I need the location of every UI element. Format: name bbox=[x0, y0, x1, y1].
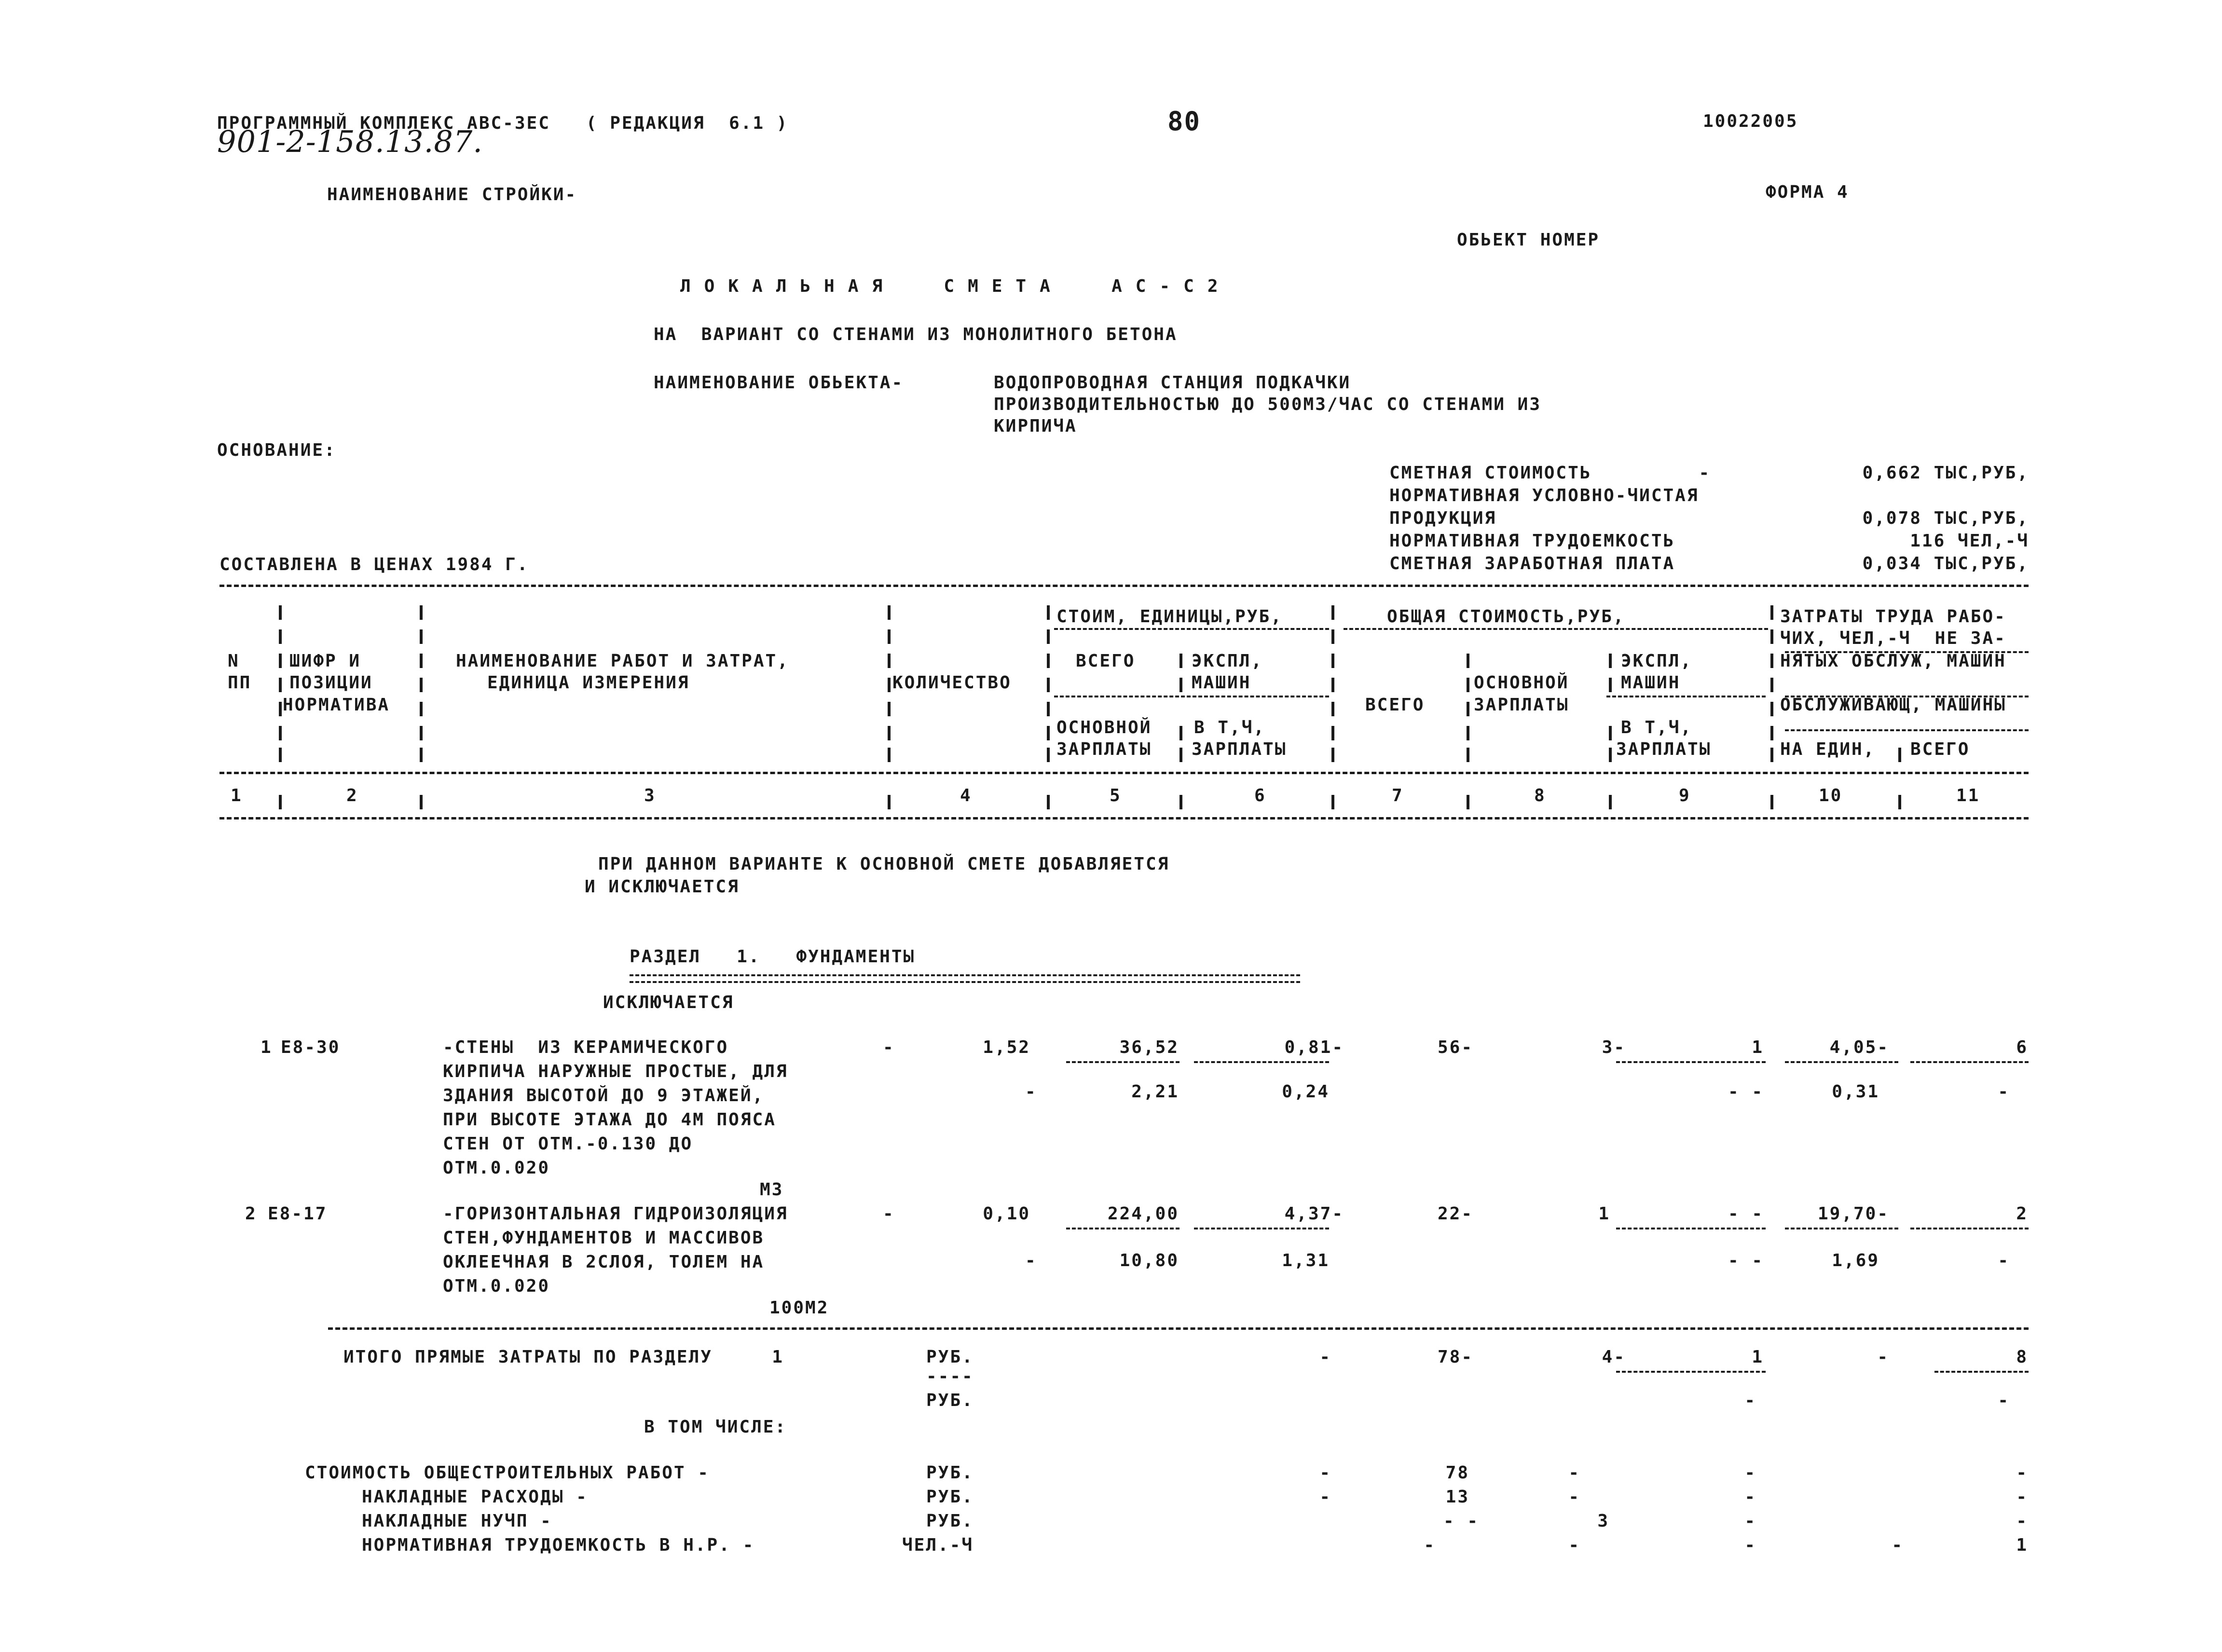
row-labor-unit: 4,05- bbox=[1829, 1038, 1889, 1057]
totals-unit-rule: ---- bbox=[926, 1366, 974, 1386]
estimate-title: ЛОКАЛЬНАЯ СМЕТА АС-С2 bbox=[680, 276, 1232, 296]
breakdown-label: НАКЛАДНЫЕ РАСХОДЫ - bbox=[362, 1487, 588, 1507]
col-number-8: 8 bbox=[1534, 786, 1546, 806]
unit-cost-wage-label-2: ЗАРПЛАТЫ bbox=[1056, 739, 1152, 759]
object-number-label: ОБЬЕКТ НОМЕР bbox=[1457, 230, 1600, 250]
row-rule bbox=[1910, 1061, 2029, 1063]
row-desc-line: ОТМ.0.020 bbox=[443, 1158, 550, 1178]
row-unit: М3 bbox=[760, 1180, 784, 1200]
object-name-line-1: ВОДОПРОВОДНАЯ СТАНЦИЯ ПОДКАЧКИ bbox=[994, 373, 1351, 393]
totals-label: ИТОГО ПРЯМЫЕ ЗАТРАТЫ ПО РАЗДЕЛУ 1 bbox=[343, 1347, 784, 1367]
row-labor-total-2: - bbox=[1998, 1082, 2010, 1102]
row-desc-line: ОТМ.0.020 bbox=[443, 1276, 550, 1296]
breakdown-mach: - bbox=[1744, 1463, 1756, 1483]
page-number: 80 bbox=[1167, 106, 1201, 137]
row-quantity: 0,10 bbox=[983, 1204, 1030, 1224]
row-number: 2 bbox=[245, 1204, 257, 1224]
breakdown-last: - bbox=[2016, 1487, 2028, 1507]
breakdown-label: СТОИМОСТЬ ОБЩЕСТРОИТЕЛЬНЫХ РАБОТ - bbox=[305, 1463, 710, 1483]
totals-rule bbox=[1934, 1371, 2029, 1373]
row-desc-line: СТЕН,ФУНДАМЕНТОВ И МАССИВОВ bbox=[443, 1228, 765, 1248]
row-total-mach: 1 bbox=[1752, 1038, 1764, 1057]
total-cost-mach-label-2: МАШИН bbox=[1621, 673, 1681, 693]
object-name-label: НАИМЕНОВАНИЕ ОБЬЕКТА- bbox=[654, 373, 904, 393]
breakdown-last: - bbox=[2016, 1463, 2028, 1483]
totals-labor: - bbox=[1877, 1347, 1889, 1367]
totals-rule bbox=[1616, 1371, 1766, 1373]
summary-value-cost: 0,662 ТЫС,РУБ, bbox=[1862, 463, 2029, 483]
row-total-incl: - - bbox=[1728, 1251, 1764, 1270]
total-cost-label: ОБЩАЯ СТОИМОСТЬ,РУБ, bbox=[1387, 607, 1625, 627]
row-labor-total: 2 bbox=[2016, 1204, 2028, 1224]
row-rule bbox=[1066, 1061, 1180, 1063]
program-name: ПРОГРАММНЫЙ КОМПЛЕКС АВС-ЗЕС ( РЕДАКЦИЯ 6.1 ) bbox=[217, 113, 789, 133]
labor-label-4: ОБСЛУЖИВАЮЩ, МАШИНЫ bbox=[1780, 695, 2006, 715]
breakdown-unit: РУБ. bbox=[926, 1487, 974, 1507]
row-rule bbox=[1194, 1061, 1329, 1063]
breakdown-unit: ЧЕЛ.-Ч bbox=[902, 1535, 974, 1555]
breakdown-last: 1 bbox=[2016, 1535, 2028, 1555]
labor-label-2: ЧИХ, ЧЕЛ,-Ч НЕ ЗА- bbox=[1780, 628, 2006, 648]
row-dash: - bbox=[1025, 1251, 1037, 1270]
col-n-label: N bbox=[228, 651, 240, 671]
unit-cost-incl-label-1: В Т,Ч, bbox=[1194, 718, 1266, 737]
labor-label-3: НЯТЫХ ОБСЛУЖ, МАШИН bbox=[1780, 651, 2006, 671]
row-labor-unit-2: 1,69 bbox=[1832, 1251, 1879, 1270]
breakdown-wage: - bbox=[1568, 1463, 1580, 1483]
section-title: РАЗДЕЛ 1. ФУНДАМЕНТЫ bbox=[630, 947, 916, 967]
total-cost-total-label: ВСЕГО bbox=[1365, 695, 1425, 715]
col-code-label-1: ШИФР И bbox=[289, 651, 361, 671]
breakdown-label: НОРМАТИВНАЯ ТРУДОЕМКОСТЬ В Н.Р. - bbox=[362, 1535, 755, 1555]
breakdown-total: - - bbox=[1443, 1511, 1479, 1531]
breakdown-wage: 3 bbox=[1597, 1511, 1609, 1531]
total-cost-mach-label-1: ЭКСПЛ, bbox=[1621, 651, 1693, 671]
row-unit-cost-total: 36,52 bbox=[1119, 1038, 1179, 1057]
construction-name-label: НАИМЕНОВАНИЕ СТРОЙКИ- bbox=[327, 185, 577, 205]
breakdown-dash: - bbox=[1319, 1463, 1331, 1483]
unit-cost-total-label: ВСЕГО bbox=[1076, 651, 1136, 671]
variant-title: НА ВАРИАНТ СО СТЕНАМИ ИЗ МОНОЛИТНОГО БЕТОНА bbox=[654, 325, 1178, 344]
row-labor-unit: 19,70- bbox=[1817, 1204, 1889, 1224]
summary-value-product: 0,078 ТЫС,РУБ, bbox=[1862, 508, 2029, 528]
total-cost-wage-label-1: ОСНОВНОЙ bbox=[1474, 673, 1569, 693]
breakdown-wage: - bbox=[1568, 1487, 1580, 1507]
row-total-incl: - - bbox=[1728, 1082, 1764, 1102]
breakdown-unit: РУБ. bbox=[926, 1463, 974, 1483]
form-label: ФОРМА 4 bbox=[1766, 182, 1849, 202]
unit-cost-wage-label-1: ОСНОВНОЙ bbox=[1056, 718, 1152, 737]
including-label: В ТОМ ЧИСЛЕ: bbox=[644, 1417, 787, 1437]
summary-label-net: НОРМАТИВНАЯ УСЛОВНО-ЧИСТАЯ bbox=[1389, 486, 1699, 505]
row-rule bbox=[1785, 1228, 1898, 1229]
row-desc-line: СТЕН ОТ ОТМ.-0.130 ДО bbox=[443, 1134, 693, 1154]
breakdown-unit: РУБ. bbox=[926, 1511, 974, 1531]
row-total-mach: - - bbox=[1728, 1204, 1764, 1224]
row-labor-total-2: - bbox=[1998, 1251, 2010, 1270]
unit-cost-mach-label-1: ЭКСПЛ, bbox=[1192, 651, 1263, 671]
row-desc-line: ОКЛЕЕЧНАЯ В 2СЛОЯ, ТОЛЕМ НА bbox=[443, 1252, 765, 1272]
breakdown-total: - bbox=[1424, 1535, 1436, 1555]
col-number-9: 9 bbox=[1679, 786, 1691, 806]
row-unit-cost-wage: 2,21 bbox=[1131, 1082, 1179, 1102]
row-rule bbox=[1785, 1061, 1898, 1063]
col-number-6: 6 bbox=[1254, 786, 1266, 806]
col-pp-label: ПП bbox=[228, 673, 252, 693]
breakdown-mach: - bbox=[1744, 1511, 1756, 1531]
col-code-label-2: ПОЗИЦИИ bbox=[289, 673, 373, 693]
object-name-line-2: ПРОИЗВОДИТЕЛЬНОСТЬЮ ДО 500М3/ЧАС СО СТЕНАМИ ИЗ bbox=[994, 395, 1541, 414]
document-number: 10022005 bbox=[1703, 111, 1798, 131]
row-dash: - bbox=[1025, 1082, 1037, 1102]
row-total: 56- bbox=[1437, 1038, 1473, 1057]
row-unit-cost-incl: 1,31 bbox=[1282, 1251, 1330, 1270]
summary-label-product: ПРОДУКЦИЯ bbox=[1389, 508, 1497, 528]
row-code: Е8-30 bbox=[281, 1038, 341, 1057]
unit-cost-mach-label-2: МАШИН bbox=[1192, 673, 1251, 693]
total-cost-wage-label-2: ЗАРПЛАТЫ bbox=[1474, 695, 1569, 715]
summary-label-cost: СМЕТНАЯ СТОИМОСТЬ - bbox=[1389, 463, 1711, 483]
breakdown-label: НАКЛАДНЫЕ НУЧП - bbox=[362, 1511, 552, 1531]
unit-cost-label: СТОИМ, ЕДИНИЦЫ,РУБ, bbox=[1056, 607, 1283, 627]
row-rule bbox=[1066, 1228, 1180, 1229]
unit-cost-incl-label-2: ЗАРПЛАТЫ bbox=[1192, 739, 1287, 759]
totals-wage: 4- bbox=[1602, 1347, 1626, 1367]
totals-unit: РУБ. bbox=[926, 1347, 974, 1367]
row-rule bbox=[1910, 1228, 2029, 1229]
row-code: Е8-17 bbox=[268, 1204, 328, 1224]
col-number-2: 2 bbox=[346, 786, 358, 806]
breakdown-mach: - bbox=[1744, 1535, 1756, 1555]
col-number-3: 3 bbox=[644, 786, 656, 806]
breakdown-labor: - bbox=[1892, 1535, 1904, 1555]
row-unit-cost-mach: 4,37- bbox=[1284, 1204, 1344, 1224]
row-dash: - bbox=[883, 1038, 895, 1057]
col-number-5: 5 bbox=[1110, 786, 1122, 806]
col-number-11: 11 bbox=[1956, 786, 1980, 806]
object-name-line-3: КИРПИЧА bbox=[994, 416, 1077, 436]
total-cost-incl-label-2: ЗАРПЛАТЫ bbox=[1616, 739, 1712, 759]
breakdown-dash: - bbox=[1319, 1487, 1331, 1507]
totals-labor-total-2: - bbox=[1998, 1391, 2010, 1410]
col-name-label-1: НАИМЕНОВАНИЕ РАБОТ И ЗАТРАТ, bbox=[456, 651, 789, 671]
section-underline bbox=[630, 974, 1300, 983]
row-rule bbox=[1616, 1061, 1766, 1063]
note-line-2: И ИСКЛЮЧАЕТСЯ bbox=[585, 877, 740, 897]
breakdown-total: 78 bbox=[1445, 1463, 1469, 1483]
row-rule bbox=[1194, 1228, 1329, 1229]
breakdown-wage: - bbox=[1568, 1535, 1580, 1555]
totals-labor-total: 8 bbox=[2016, 1347, 2028, 1367]
col-number-4: 4 bbox=[960, 786, 972, 806]
totals-top-rule bbox=[328, 1327, 2029, 1330]
row-number: 1 bbox=[261, 1038, 273, 1057]
summary-value-wage: 0,034 ТЫС,РУБ, bbox=[1862, 554, 2029, 573]
breakdown-last: - bbox=[2016, 1511, 2028, 1531]
col-number-10: 10 bbox=[1819, 786, 1843, 806]
section-excluded: ИСКЛЮЧАЕТСЯ bbox=[603, 993, 734, 1012]
total-cost-incl-label-1: В Т,Ч, bbox=[1621, 718, 1693, 737]
col-number-7: 7 bbox=[1392, 786, 1404, 806]
col-qty-label: КОЛИЧЕСТВО bbox=[892, 673, 1012, 693]
labor-unit-label: НА ЕДИН, bbox=[1780, 739, 1876, 759]
row-desc-line: -ГОРИЗОНТАЛЬНАЯ ГИДРОИЗОЛЯЦИЯ bbox=[443, 1204, 788, 1224]
row-quantity: 1,52 bbox=[983, 1038, 1030, 1057]
prices-label: СОСТАВЛЕНА В ЦЕНАХ 1984 Г. bbox=[219, 555, 529, 574]
row-desc-line: КИРПИЧА НАРУЖНЫЕ ПРОСТЫЕ, ДЛЯ bbox=[443, 1062, 788, 1081]
labor-total-label: ВСЕГО bbox=[1910, 739, 1970, 759]
row-rule bbox=[1616, 1228, 1766, 1229]
row-labor-unit-2: 0,31 bbox=[1832, 1082, 1879, 1102]
totals-dash: - bbox=[1319, 1347, 1331, 1367]
row-desc-line: ПРИ ВЫСОТЕ ЭТАЖА ДО 4М ПОЯСА bbox=[443, 1110, 776, 1130]
row-total-wage: 1 bbox=[1598, 1204, 1610, 1224]
summary-label-wage: СМЕТНАЯ ЗАРАБОТНАЯ ПЛАТА bbox=[1389, 554, 1675, 573]
row-desc-line: -СТЕНЫ ИЗ КЕРАМИЧЕСКОГО bbox=[443, 1038, 729, 1057]
breakdown-total: 13 bbox=[1445, 1487, 1469, 1507]
totals-mach: 1 bbox=[1752, 1347, 1764, 1367]
labor-label-1: ЗАТРАТЫ ТРУДА РАБО- bbox=[1780, 607, 2006, 627]
summary-value-labor: 116 ЧЕЛ,-Ч bbox=[1910, 531, 2029, 551]
row-unit-cost-total: 224,00 bbox=[1107, 1204, 1179, 1224]
row-total: 22- bbox=[1437, 1204, 1473, 1224]
note-line-1: ПРИ ДАННОМ ВАРИАНТЕ К ОСНОВНОЙ СМЕТЕ ДОБАВЛЯЕТСЯ bbox=[598, 854, 1170, 874]
basis-label: ОСНОВАНИЕ: bbox=[217, 440, 336, 460]
col-code-label-3: НОРМАТИВА bbox=[283, 695, 390, 715]
col-name-label-2: ЕДИНИЦА ИЗМЕРЕНИЯ bbox=[487, 673, 690, 693]
breakdown-mach: - bbox=[1744, 1487, 1756, 1507]
totals-total: 78- bbox=[1437, 1347, 1473, 1367]
summary-label-labor: НОРМАТИВНАЯ ТРУДОЕМКОСТЬ bbox=[1389, 531, 1675, 551]
row-unit-cost-wage: 10,80 bbox=[1119, 1251, 1179, 1270]
handwritten-code: 901-2-158.13.87. bbox=[217, 124, 483, 159]
totals-incl: - bbox=[1744, 1391, 1756, 1410]
row-unit: 100М2 bbox=[769, 1298, 829, 1318]
row-unit-cost-incl: 0,24 bbox=[1282, 1082, 1330, 1102]
row-labor-total: 6 bbox=[2016, 1038, 2028, 1057]
row-dash: - bbox=[883, 1204, 895, 1224]
col-number-1: 1 bbox=[231, 786, 243, 806]
row-desc-line: ЗДАНИЯ ВЫСОТОЙ ДО 9 ЭТАЖЕЙ, bbox=[443, 1086, 765, 1106]
row-unit-cost-mach: 0,81- bbox=[1284, 1038, 1344, 1057]
totals-unit-2: РУБ. bbox=[926, 1391, 974, 1410]
row-total-wage: 3- bbox=[1602, 1038, 1626, 1057]
